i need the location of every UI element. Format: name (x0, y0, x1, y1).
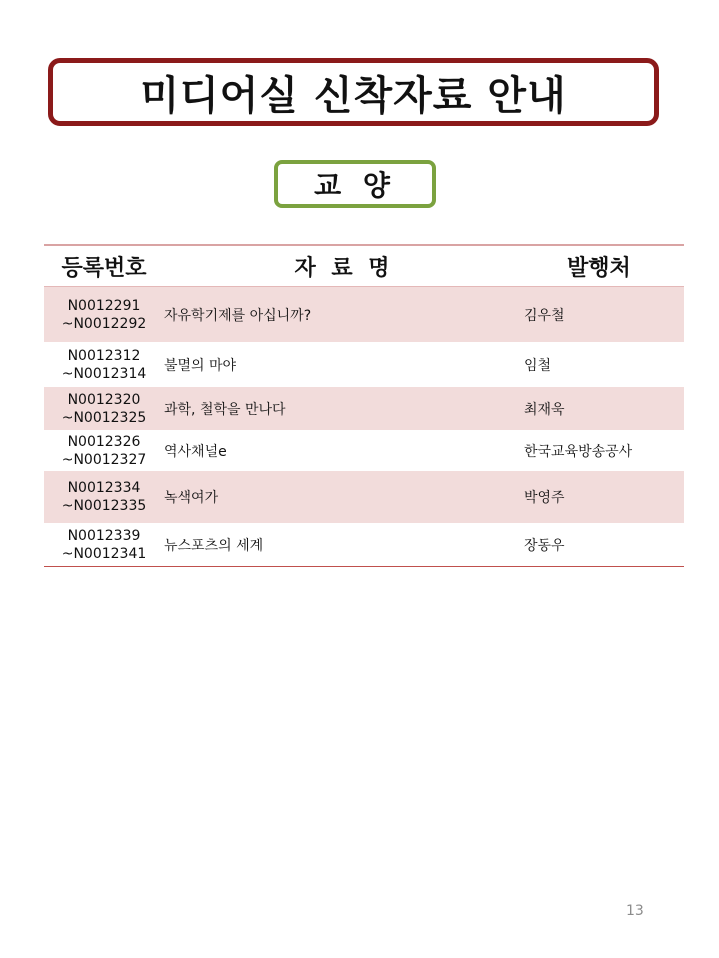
reg-no-cell (44, 297, 164, 333)
title-banner (48, 58, 659, 126)
table-row (44, 471, 684, 523)
category-label: 교 양 (314, 169, 396, 202)
publisher-cell: 장동우 (524, 537, 565, 554)
header-publisher: 발행처 (567, 255, 631, 281)
table-header (44, 246, 684, 287)
publisher-cell: 최재욱 (524, 401, 565, 418)
reg-no-to: ~N0012327 (61, 451, 147, 468)
reg-no-from: N0012291 (67, 297, 141, 314)
reg-no-from: N0012334 (67, 480, 141, 496)
publisher-cell: 한국교육방송공사 (524, 443, 633, 460)
reg-no-cell (44, 347, 164, 383)
reg-no-to: ~N0012341 (61, 545, 147, 562)
table-row (44, 387, 684, 430)
title-cell: 녹색여가 (164, 490, 219, 506)
reg-no-from: N0012320 (67, 391, 141, 408)
reg-no-from: N0012312 (67, 347, 141, 364)
reg-no-from: N0012339 (67, 527, 141, 544)
title-cell: 자유학기제를 아십니까? (164, 307, 312, 324)
page-number: 13 (626, 903, 644, 919)
table-row (44, 287, 684, 342)
header-reg-no: 등록번호 (61, 255, 147, 281)
reg-no-to: ~N0012325 (61, 409, 147, 426)
reg-no-cell (44, 479, 164, 515)
category-badge (274, 160, 436, 208)
page-title: 미디어실 신착자료 안내 (140, 72, 567, 119)
reg-no-to: ~N0012314 (61, 365, 147, 382)
reg-no-cell (44, 527, 164, 563)
publisher-cell: 박영주 (524, 490, 565, 506)
title-cell: 불멸의 마야 (164, 357, 237, 374)
table-row (44, 430, 684, 471)
reg-no-from: N0012326 (67, 433, 141, 450)
header-title: 자 료 명 (294, 255, 394, 281)
table-row (44, 342, 684, 387)
title-cell: 과학, 철학을 만나다 (164, 401, 286, 418)
publisher-cell: 임철 (524, 357, 552, 374)
new-materials-table (44, 244, 684, 567)
title-cell: 뉴스포츠의 세계 (164, 537, 264, 554)
publisher-cell: 김우철 (524, 307, 565, 324)
reg-no-to: ~N0012292 (61, 315, 147, 332)
reg-no-to: ~N0012335 (61, 498, 147, 514)
reg-no-cell (44, 433, 164, 469)
title-cell: 역사채널e (164, 443, 227, 460)
table-row (44, 523, 684, 566)
reg-no-cell (44, 391, 164, 427)
